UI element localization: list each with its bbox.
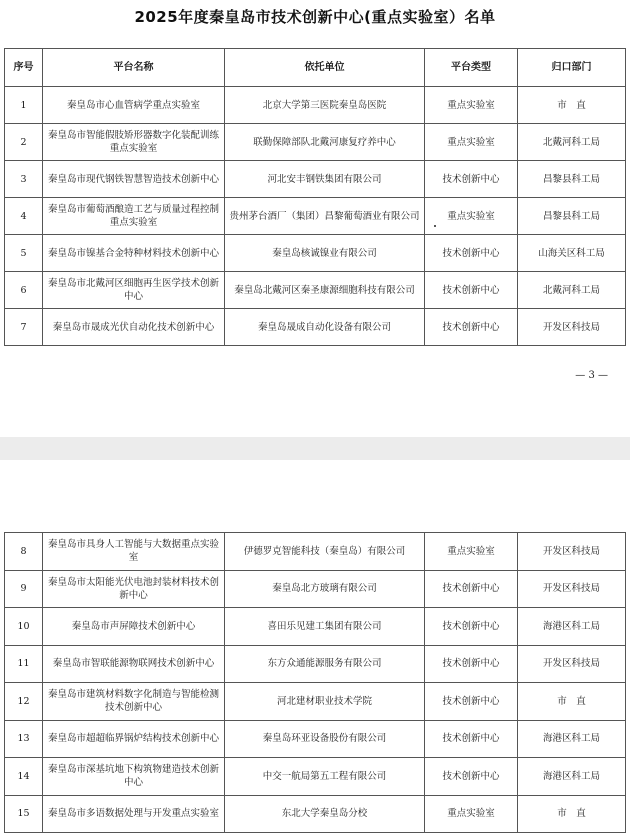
cell-name: 秦皇岛市智联能源物联网技术创新中心 [43,645,225,683]
cell-no: 15 [5,795,43,833]
cell-dept: 山海关区科工局 [518,235,626,272]
page-number: — 3 — [575,370,608,381]
table-row [5,272,626,309]
cell-name: 秦皇岛市声屏障技术创新中心 [43,608,225,646]
cell-org: 联勤保障部队北戴河康复疗养中心 [225,124,425,161]
cell-type: 技术创新中心 [425,309,518,346]
cell-no: 13 [5,720,43,758]
cell-dept: 市 直 [518,87,626,124]
cell-type: 技术创新中心 [425,570,518,608]
cell-dept: 海港区科工局 [518,608,626,646]
cell-type: 技术创新中心 [425,235,518,272]
cell-org: 秦皇岛核诚镍业有限公司 [225,235,425,272]
table-row [5,795,626,833]
cell-name: 秦皇岛市太阳能光伏电池封装材料技术创新中心 [43,570,225,608]
document-page-2 [0,460,630,838]
stray-dot [434,225,436,227]
cell-name: 秦皇岛市现代钢铁智慧智造技术创新中心 [43,161,225,198]
cell-org: 北京大学第三医院秦皇岛医院 [225,87,425,124]
cell-dept: 开发区科技局 [518,309,626,346]
cell-type: 技术创新中心 [425,161,518,198]
cell-type: 技术创新中心 [425,758,518,796]
page-separator [0,437,630,460]
cell-dept: 北戴河科工局 [518,124,626,161]
cell-org: 秦皇岛北方玻璃有限公司 [225,570,425,608]
cell-dept: 北戴河科工局 [518,272,626,309]
cell-name: 秦皇岛市晟成光伏自动化技术创新中心 [43,309,225,346]
cell-type: 技术创新中心 [425,272,518,309]
header-dept: 归口部门 [518,49,626,87]
platform-table-page-2 [4,532,626,833]
table-row [5,87,626,124]
cell-dept: 开发区科技局 [518,533,626,571]
table-row [5,720,626,758]
cell-type: 重点实验室 [425,795,518,833]
cell-dept: 海港区科工局 [518,758,626,796]
header-name: 平台名称 [43,49,225,87]
cell-org: 秦皇岛环亚设备股份有限公司 [225,720,425,758]
cell-name: 秦皇岛市智能假肢矫形器数字化装配训练重点实验室 [43,124,225,161]
cell-no: 10 [5,608,43,646]
cell-no: 1 [5,87,43,124]
cell-name: 秦皇岛市心血管病学重点实验室 [43,87,225,124]
cell-no: 4 [5,198,43,235]
table-row [5,309,626,346]
cell-org: 秦皇岛北戴河区秦圣康源细胞科技有限公司 [225,272,425,309]
cell-org: 伊德罗克智能科技（秦皇岛）有限公司 [225,533,425,571]
table-row [5,198,626,235]
cell-name: 秦皇岛市超超临界锅炉结构技术创新中心 [43,720,225,758]
cell-org: 河北安丰钢铁集团有限公司 [225,161,425,198]
cell-no: 11 [5,645,43,683]
cell-dept: 开发区科技局 [518,645,626,683]
cell-org: 东方众通能源服务有限公司 [225,645,425,683]
cell-dept: 开发区科技局 [518,570,626,608]
cell-no: 7 [5,309,43,346]
cell-dept: 市 直 [518,683,626,721]
table-row [5,758,626,796]
cell-type: 技术创新中心 [425,720,518,758]
cell-no: 6 [5,272,43,309]
cell-no: 5 [5,235,43,272]
cell-org: 贵州茅台酒厂（集团）昌黎葡萄酒业有限公司 [225,198,425,235]
cell-no: 3 [5,161,43,198]
cell-dept: 昌黎县科工局 [518,161,626,198]
cell-org: 喜田乐见建工集团有限公司 [225,608,425,646]
cell-no: 2 [5,124,43,161]
cell-org: 河北建材职业技术学院 [225,683,425,721]
cell-dept: 市 直 [518,795,626,833]
cell-no: 9 [5,570,43,608]
cell-type: 技术创新中心 [425,608,518,646]
cell-org: 东北大学秦皇岛分校 [225,795,425,833]
platform-table-page-1 [4,48,626,346]
table-row [5,124,626,161]
table-row [5,533,626,571]
table-row [5,608,626,646]
cell-name: 秦皇岛市具身人工智能与大数据重点实验室 [43,533,225,571]
cell-name: 秦皇岛市深基坑地下构筑物建造技术创新中心 [43,758,225,796]
cell-type: 技术创新中心 [425,645,518,683]
table-row [5,645,626,683]
header-org: 依托单位 [225,49,425,87]
document-title: 2025年度秦皇岛市技术创新中心(重点实验室）名单 [134,8,496,26]
cell-no: 12 [5,683,43,721]
cell-dept: 昌黎县科工局 [518,198,626,235]
cell-name: 秦皇岛市镍基合金特种材料技术创新中心 [43,235,225,272]
cell-type: 重点实验室 [425,87,518,124]
table-row [5,161,626,198]
cell-name: 秦皇岛市葡萄酒酿造工艺与质量过程控制重点实验室 [43,198,225,235]
cell-type: 重点实验室 [425,198,518,235]
cell-name: 秦皇岛市建筑材料数字化制造与智能检测技术创新中心 [43,683,225,721]
cell-type: 重点实验室 [425,533,518,571]
cell-org: 秦皇岛晟成自动化设备有限公司 [225,309,425,346]
table-header-row [5,49,626,87]
table-row [5,570,626,608]
cell-dept: 海港区科工局 [518,720,626,758]
header-type: 平台类型 [425,49,518,87]
cell-org: 中交一航局第五工程有限公司 [225,758,425,796]
table-row [5,235,626,272]
cell-type: 技术创新中心 [425,683,518,721]
cell-no: 14 [5,758,43,796]
cell-name: 秦皇岛市北戴河区细胞再生医学技术创新中心 [43,272,225,309]
header-no: 序号 [5,49,43,87]
cell-no: 8 [5,533,43,571]
cell-type: 重点实验室 [425,124,518,161]
table-row [5,683,626,721]
cell-name: 秦皇岛市多语数据处理与开发重点实验室 [43,795,225,833]
